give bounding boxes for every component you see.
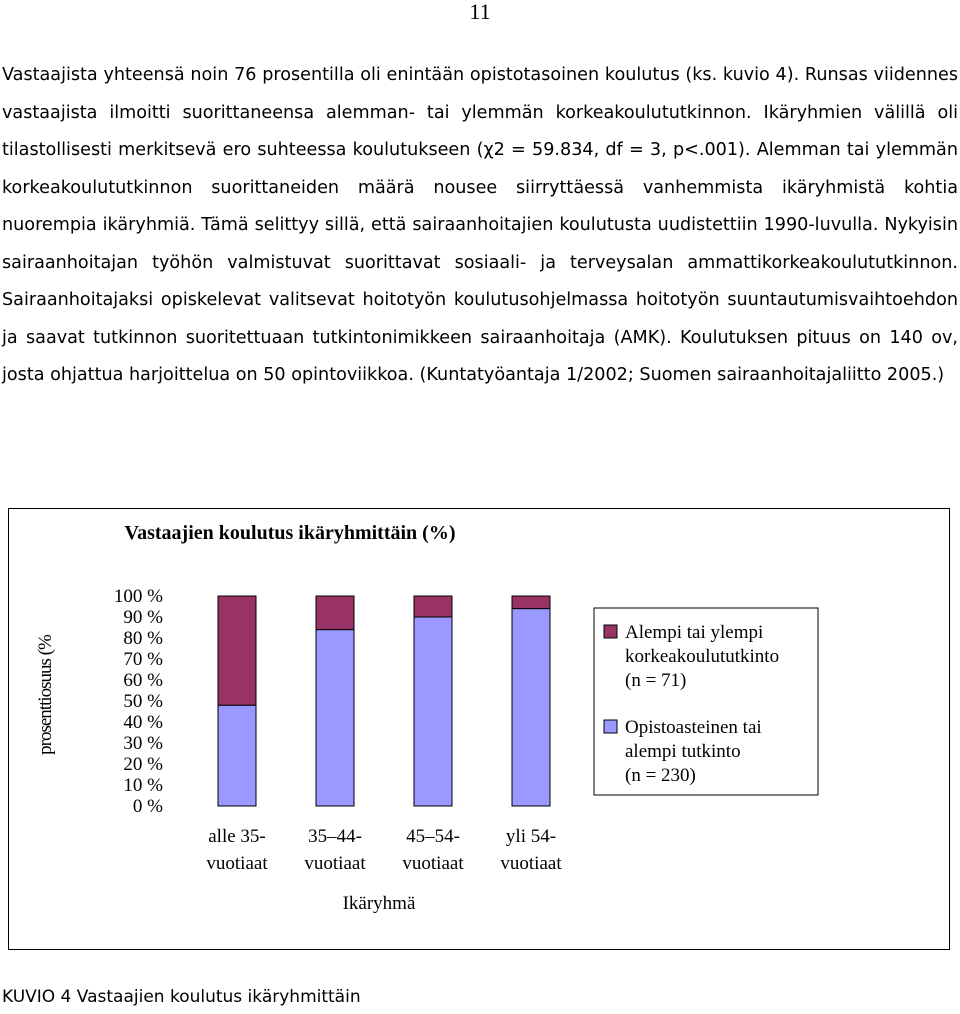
y-tick-label: 40 % — [123, 712, 163, 733]
bar-segment — [316, 630, 354, 806]
legend-label: Alempi tai ylempi — [625, 622, 764, 643]
x-tick-label: 45–54- — [406, 826, 460, 847]
y-tick-label: 60 % — [123, 670, 163, 691]
legend-swatch — [604, 720, 617, 733]
legend-label: (n = 71) — [625, 670, 687, 691]
legend-label: (n = 230) — [625, 765, 696, 786]
body-paragraph: Vastaajista yhteensä noin 76 prosentilla oli enintään opistotasoinen koulutus (ks. kuvio 4). Runsas viidennes vastaajista ilmoitti suorittaneensa alemman- tai ylemmän korkeakoulututkinnon. Ikäryhmien välillä oli tilastollisesti merkitsevä ero suhteessa koulutukseen (χ2 = 59.834, df = 3, p<.001). Alemman tai ylemmän korkeakoulututkinnon suorittaneiden määrä nousee siirryttäessä vanhemmista ikäryhmistä kohtia nuorempia ikäryhmiä. Tämä selittyy sillä, että sairaanhoitajien koulutusta uudistettiin 1990-luvulla. Nykyisin sairaanhoitajan työhön valmistuvat suorittavat sosiaali- ja terveysalan ammattikorkeakoulututkinnon. Sairaanhoitajaksi opiskelevat valitsevat hoitotyön koulutusohjelmassa hoitotyön suuntautumisvaihtoehdon ja saavat tutkinnon suoritettuaan tutkintonimikkeen sairaanhoitaja (AMK). Koulutuksen pituus on 140 ov, josta ohjattua harjoittelua on 50 opintoviikkoa. (Kuntatyöantaja 1/2002; Suomen sairaanhoitajaliitto 2005.) — [2, 65, 958, 385]
figure-caption: KUVIO 4 Vastaajien koulutus ikäryhmittäin — [2, 987, 361, 1007]
legend-label: alempi tutkinto — [625, 741, 741, 762]
y-tick-label: 20 % — [123, 754, 163, 775]
y-tick-label: 70 % — [123, 649, 163, 670]
y-tick-label: 30 % — [123, 733, 163, 754]
x-tick-label: vuotiaat — [500, 853, 562, 874]
y-tick-label: 80 % — [123, 628, 163, 649]
x-tick-label: vuotiaat — [206, 853, 268, 874]
page-number: 11 — [469, 0, 491, 24]
y-tick-label: 50 % — [123, 691, 163, 712]
bar-segment — [512, 596, 550, 609]
x-tick-label: vuotiaat — [304, 853, 366, 874]
legend-swatch — [604, 625, 617, 638]
bar-segment — [414, 617, 452, 806]
y-axis-label: prosenttiosuus (% — [35, 635, 56, 755]
bar-segment — [414, 596, 452, 617]
bar-segment — [218, 596, 256, 705]
chart-title: Vastaajien koulutus ikäryhmittäin (%) — [124, 522, 456, 544]
bar-segment — [316, 596, 354, 630]
legend-label: Opistoasteinen tai — [625, 717, 762, 738]
y-tick-label: 0 % — [132, 796, 163, 817]
legend-label: korkeakoulututkinto — [625, 646, 780, 667]
y-tick-label: 100 % — [113, 586, 163, 607]
x-axis-label: Ikäryhmä — [342, 893, 416, 914]
bar-segment — [218, 705, 256, 806]
x-tick-label: 35–44- — [308, 826, 362, 847]
x-tick-label: alle 35- — [208, 826, 266, 847]
y-tick-label: 90 % — [123, 607, 163, 628]
y-tick-label: 10 % — [123, 775, 163, 796]
x-tick-label: vuotiaat — [402, 853, 464, 874]
bar-segment — [512, 609, 550, 806]
x-tick-label: yli 54- — [505, 826, 557, 847]
